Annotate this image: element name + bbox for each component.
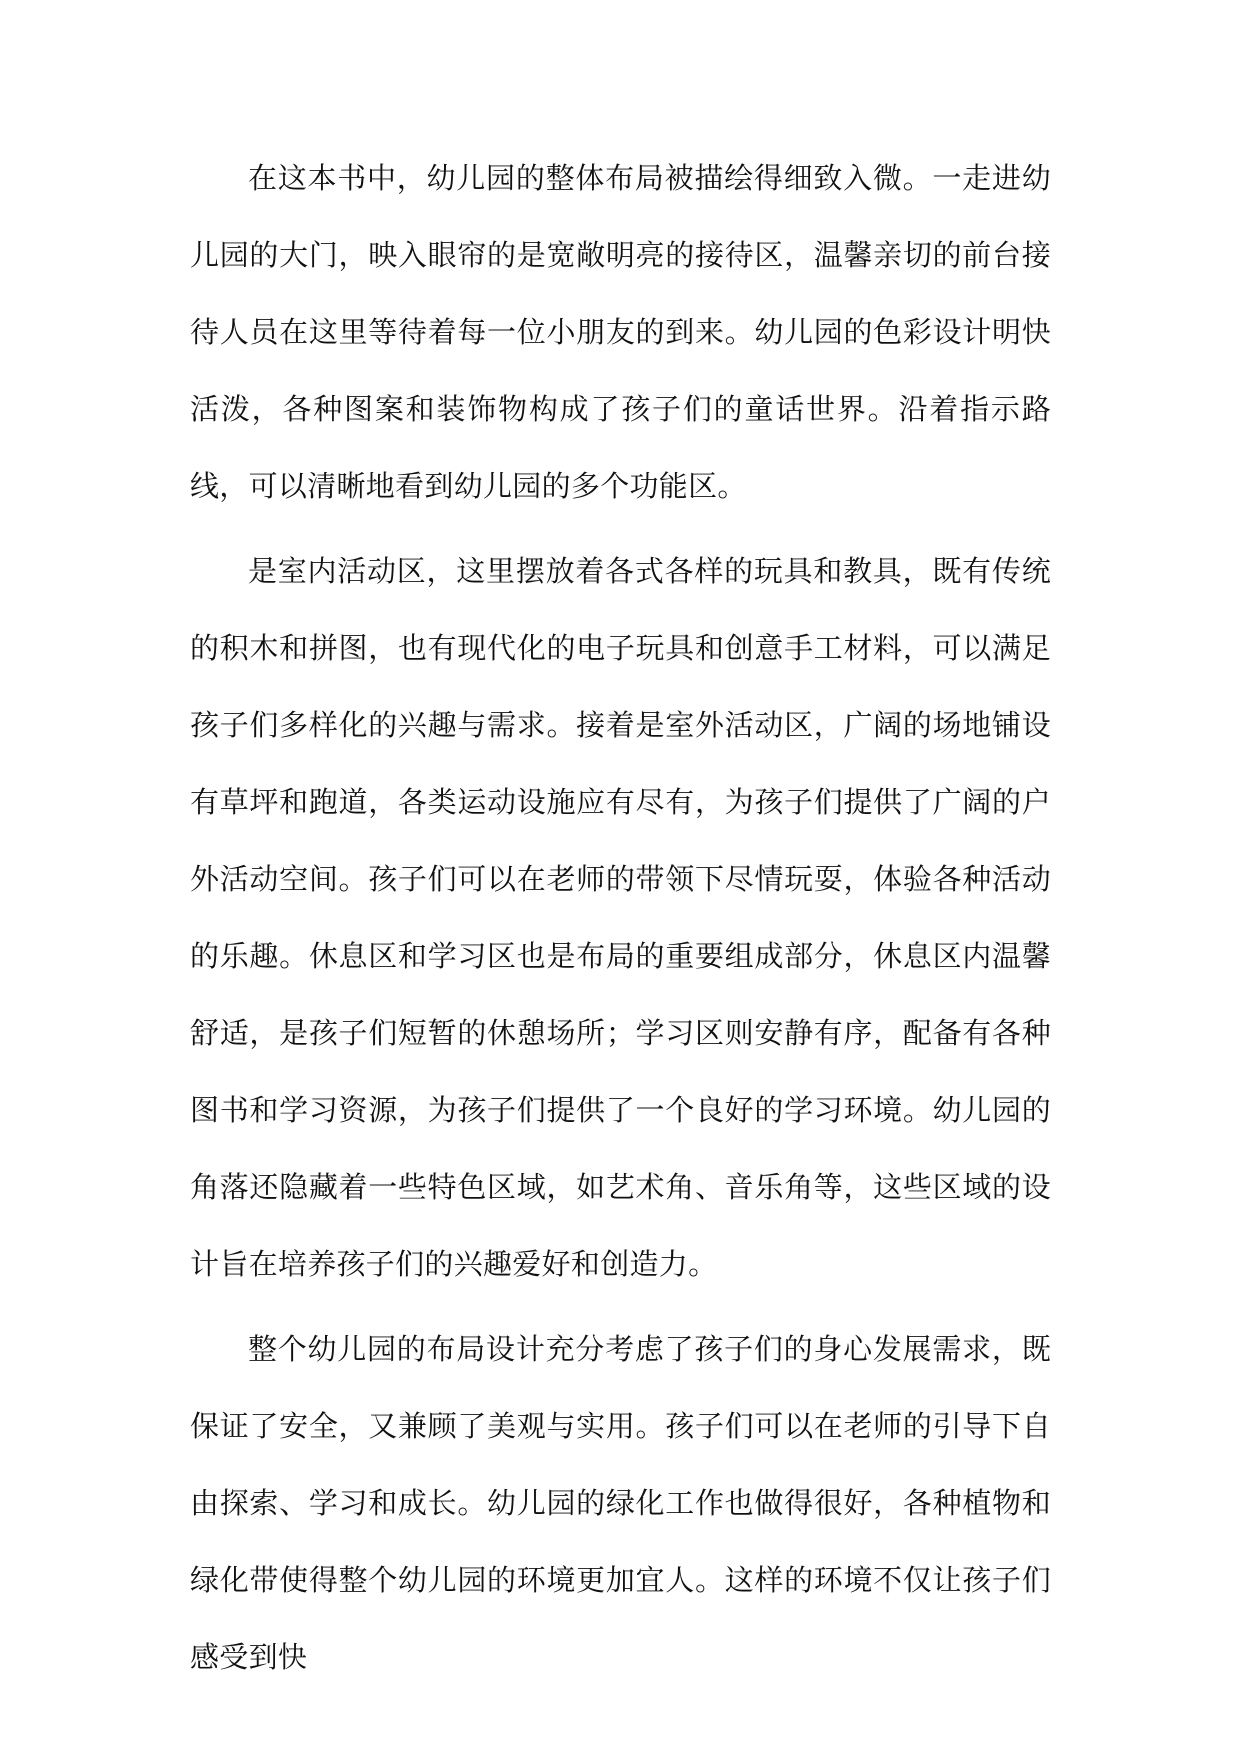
paragraph-1: 在这本书中，幼儿园的整体布局被描绘得细致入微。一走进幼儿园的大门，映入眼帘的是宽敞明亮的接待区，温馨亲切的前台接待人员在这里等待着每一位小朋友的到来。幼儿园的色彩设计明快活泼，各种图案和装饰物构成了孩子们的童话世界。沿着指示路线，可以清晰地看到幼儿园的多个功能区。 xyxy=(190,161,1051,503)
paragraph-3: 整个幼儿园的布局设计充分考虑了孩子们的身心发展需求，既保证了安全，又兼顾了美观与实用。孩子们可以在老师的引导下自由探索、学习和成长。幼儿园的绿化工作也做得很好，各种植物和绿化带使得整个幼儿园的环境更加宜人。这样的环境不仅让孩子们感受到快 xyxy=(190,1332,1051,1674)
paragraph-2: 是室内活动区，这里摆放着各式各样的玩具和教具，既有传统的积木和拼图，也有现代化的电子玩具和创意手工材料，可以满足孩子们多样化的兴趣与需求。接着是室外活动区，广阔的场地铺设有草坪和跑道，各类运动设施应有尽有，为孩子们提供了广阔的户外活动空间。孩子们可以在老师的带领下尽情玩耍，体验各种活动的乐趣。休息区和学习区也是布局的重要组成部分，休息区内温馨舒适，是孩子们短暂的休憩场所；学习区则安静有序，配备有各种图书和学习资源，为孩子们提供了一个良好的学习环境。幼儿园的角落还隐藏着一些特色区域，如艺术角、音乐角等，这些区域的设计旨在培养孩子们的兴趣爱好和创造力。 xyxy=(190,554,1051,1281)
